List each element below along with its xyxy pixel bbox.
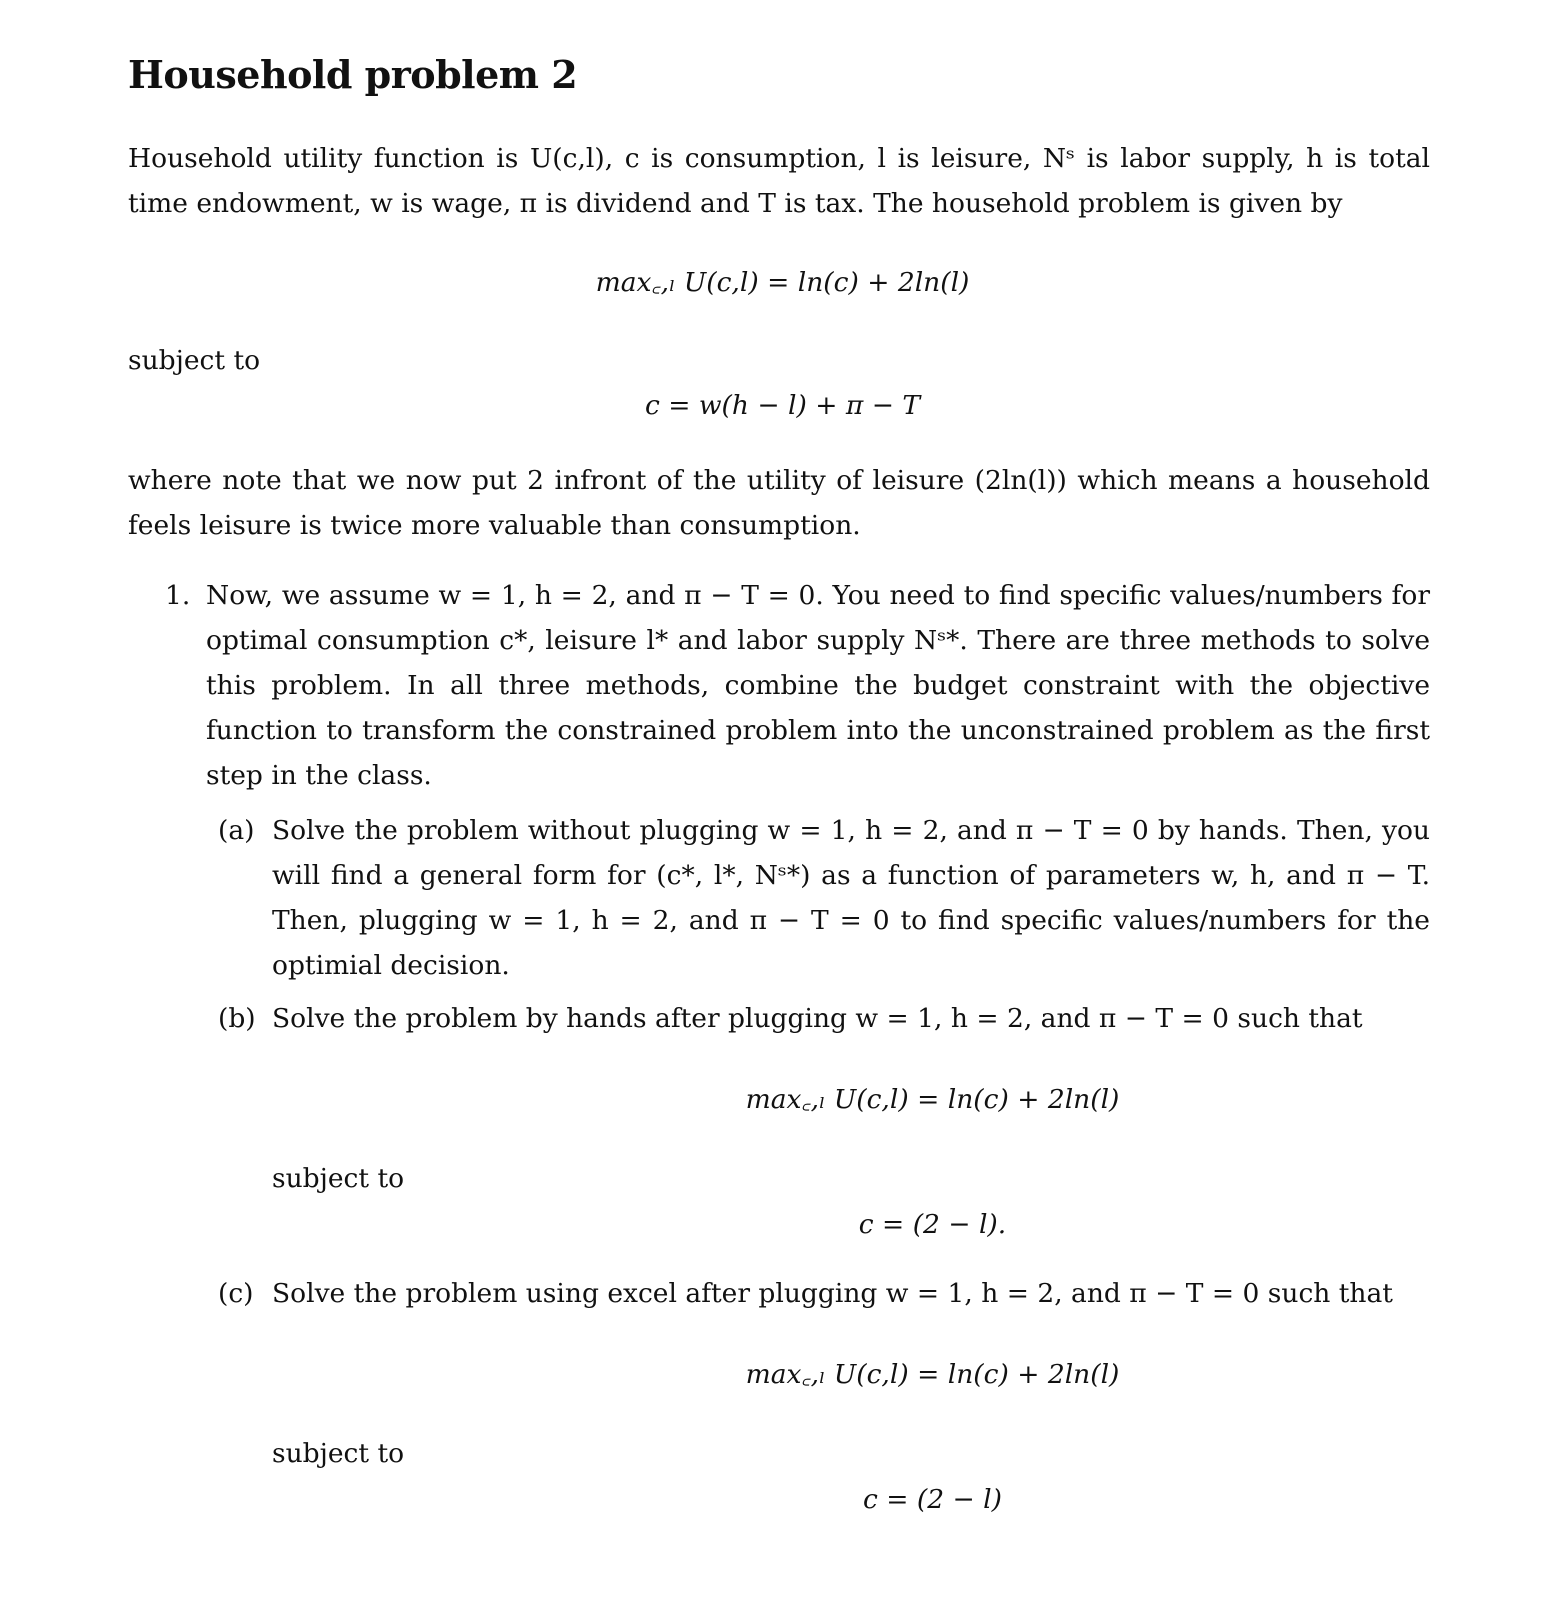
part-c-marker: (c) xyxy=(218,1278,254,1309)
intro-paragraph: Household utility function is U(c,l), c is consumption, l is leisure, Nˢ is labor supply, h is total time endowment, w is wage, π is dividend and T is tax. The household problem is given by xyxy=(128,143,1430,219)
objective-equation: max꜀,ₗ U(c,l) = ln(c) + 2ln(l) xyxy=(595,267,970,298)
budget-constraint-equation: c = w(h − l) + π − T xyxy=(644,390,921,421)
part-c-text: Solve the problem using excel after plugging w = 1, h = 2, and π − T = 0 such that xyxy=(272,1278,1393,1309)
question-number: 1. xyxy=(165,580,191,611)
part-c-objective-equation: max꜀,ₗ U(c,l) = ln(c) + 2ln(l) xyxy=(745,1359,1120,1390)
part-b-marker: (b) xyxy=(218,1003,256,1034)
part-c-subject-to-label: subject to xyxy=(272,1438,405,1469)
part-c-constraint-equation: c = (2 − l) xyxy=(863,1484,1002,1515)
part-a-marker: (a) xyxy=(218,815,255,846)
page-title: Household problem 2 xyxy=(128,52,578,97)
part-b-objective-equation: max꜀,ₗ U(c,l) = ln(c) + 2ln(l) xyxy=(745,1084,1120,1115)
part-b-text: Solve the problem by hands after plugging w = 1, h = 2, and π − T = 0 such that xyxy=(272,1003,1363,1034)
note-paragraph: where note that we now put 2 infront of the utility of leisure (2ln(l)) which means a household feels leisure is twice more valuable than consumption. xyxy=(128,465,1430,541)
subject-to-label: subject to xyxy=(128,345,261,376)
part-b-subject-to-label: subject to xyxy=(272,1163,405,1194)
part-b-constraint-equation: c = (2 − l). xyxy=(858,1209,1007,1240)
part-a-text: Solve the problem without plugging w = 1, h = 2, and π − T = 0 by hands. Then, you will find a general form for (c*, l*, Nˢ*) as a function of parameters w, h, and π − T. Then, plugging w = 1, h = 2, and π − T = 0 to find specific values/numbers for the optimial decision. xyxy=(272,815,1430,981)
question-text: Now, we assume w = 1, h = 2, and π − T = 0. You need to find specific values/numbers for optimal consumption c*, leisure l* and labor supply Nˢ*. There are three methods to solve this problem. In all three methods, combine the budget constraint with the objective function to transform the constrained problem into the unconstrained problem as the first step in the class. xyxy=(206,580,1430,791)
